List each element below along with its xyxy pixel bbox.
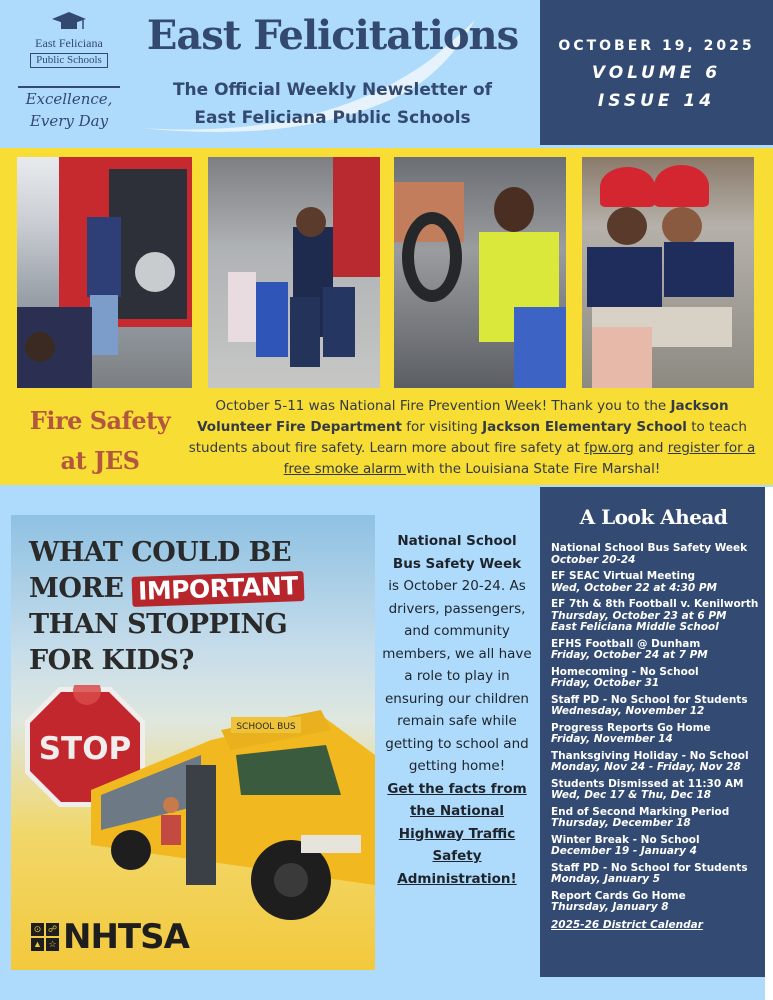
event-title: Progress Reports Go Home	[551, 721, 711, 734]
fire-text-part: for visiting	[401, 419, 483, 435]
event-date: Monday, Nov 24 - Friday, Nov 28	[551, 761, 741, 773]
event-title: Students Dismissed at 11:30 AM	[551, 777, 744, 790]
subtitle-line-2: East Feliciana Public Schools	[194, 108, 471, 128]
photo-firefighter-demo	[17, 157, 192, 388]
event-item	[551, 723, 765, 746]
poster-line-2-text: MORE	[29, 573, 124, 604]
event-title: End of Second Marking Period	[551, 805, 730, 818]
newsletter-subtitle	[140, 76, 525, 132]
fire-text-part: to teach students about fire safety. Learn more about fire safety at	[188, 419, 747, 456]
event-date: October 20-24	[551, 553, 636, 566]
event-title: Report Cards Go Home	[551, 889, 686, 902]
bus-safety-title: National School Bus Safety Week	[392, 533, 522, 572]
photo-firefighter-students	[208, 157, 380, 388]
nhtsa-logo	[31, 917, 189, 957]
fire-safety-heading	[20, 401, 180, 481]
event-date: Friday, October 24 at 7 PM	[551, 649, 708, 661]
event-date: Monday, January 5	[551, 873, 661, 885]
graduation-cap-icon	[52, 12, 86, 32]
event-item	[551, 667, 765, 690]
logo-text	[18, 36, 120, 88]
road-icon: ▲	[31, 938, 44, 951]
district-logo	[14, 12, 124, 137]
school-bus-illustration	[91, 695, 375, 935]
district-calendar-link[interactable]: 2025-26 District Calendar	[551, 918, 703, 931]
poster-line-3: THAN STOPPING	[29, 609, 288, 640]
event-item	[551, 779, 765, 802]
event-date: Wednesday, November 12	[551, 705, 705, 717]
event-title: Thanksgiving Holiday - No School	[551, 749, 749, 762]
fire-safety-text	[188, 396, 756, 480]
poster-line-1: WHAT COULD BE	[29, 537, 292, 568]
event-item	[551, 599, 765, 634]
logo-tagline	[14, 88, 124, 132]
event-item	[551, 543, 765, 566]
page-edge	[765, 487, 773, 1000]
nhtsa-icon-grid	[31, 923, 59, 951]
newsletter-title: East Felicitations	[146, 12, 519, 59]
subtitle-line-1: The Official Weekly Newsletter of	[172, 80, 493, 100]
event-item	[551, 835, 765, 858]
event-title: Staff PD - No School for Students	[551, 861, 748, 874]
issue-date: OCTOBER 19, 2025	[558, 38, 755, 54]
event-item	[551, 571, 765, 594]
school-name: Jackson Elementary School	[482, 419, 687, 435]
newsletter-header	[0, 0, 773, 145]
svg-text:SCHOOL BUS: SCHOOL BUS	[236, 722, 296, 732]
poster-line-4: FOR KIDS?	[29, 645, 194, 676]
event-item	[551, 807, 765, 830]
event-title: Homecoming - No School	[551, 665, 699, 678]
event-item	[551, 891, 765, 914]
bus-safety-text	[382, 530, 532, 890]
look-ahead-title: A Look Ahead	[579, 505, 728, 529]
event-date: Thursday, December 18	[551, 817, 691, 829]
event-item	[551, 639, 765, 662]
fire-text-part: and	[633, 440, 668, 456]
important-label: IMPORTANT	[132, 571, 305, 607]
event-date: Friday, November 14	[551, 733, 673, 745]
event-title: Staff PD - No School for Students	[551, 693, 748, 706]
event-date: Thursday, January 8	[551, 901, 669, 913]
fire-heading-line-1: Fire Safety	[29, 406, 171, 435]
fire-heading-line-2: at JES	[60, 446, 140, 475]
event-item	[551, 695, 765, 718]
issue-info-box	[540, 0, 773, 145]
fire-text-part: October 5-11 was National Fire Prevention Week! Thank you to the	[215, 398, 671, 414]
tagline-line-2: Every Day	[29, 112, 109, 130]
event-date: Wed, Dec 17 & Thu, Dec 18	[551, 789, 712, 801]
event-title: EF SEAC Virtual Meeting	[551, 570, 696, 582]
fire-text-part: with the Louisiana State Fire Marshal!	[406, 461, 661, 477]
fire-safety-section	[0, 148, 773, 485]
fire-department-name: Jackson Volunteer Fire Department	[197, 398, 729, 435]
photo-student-driver	[394, 157, 566, 388]
volume-number: VOLUME 6	[591, 63, 722, 83]
event-title: National School Bus Safety Week	[551, 542, 748, 554]
look-ahead-panel	[540, 487, 765, 977]
star-icon: ☆	[46, 938, 59, 951]
event-date: Wed, October 22 at 4:30 PM	[551, 581, 717, 594]
event-title: EFHS Football @ Dunham	[551, 637, 701, 650]
svg-text:STOP: STOP	[38, 731, 132, 767]
event-item	[551, 863, 765, 886]
event-date: Thursday, October 23 at 6 PM	[551, 609, 727, 622]
poster-line-2	[29, 571, 304, 607]
steering-wheel-icon: ⊙	[31, 923, 44, 936]
event-date: December 19 - January 4	[551, 845, 697, 857]
nhtsa-facts-link[interactable]: Get the facts from the National Highway Traffic Safety Administration!	[387, 780, 527, 887]
event-location: East Feliciana Middle School	[551, 621, 719, 633]
event-item	[551, 751, 765, 774]
photo-students-helmets	[582, 157, 754, 388]
pedestrian-icon: ☍	[47, 924, 58, 934]
poster-headline	[29, 535, 304, 679]
event-title: Winter Break - No School	[551, 833, 700, 846]
logo-line-1: East Feliciana	[35, 36, 103, 50]
issue-number: ISSUE 14	[597, 91, 716, 111]
event-date: Friday, October 31	[551, 677, 660, 689]
nhtsa-wordmark: NHTSA	[63, 917, 189, 957]
event-title: EF 7th & 8th Football v. Kenilworth	[551, 598, 759, 610]
smoke-alarm-link[interactable]: register for a free smoke alarm	[283, 440, 756, 477]
bus-safety-body: is October 20-24. As drivers, passengers, and community members, we all have a role to play in ensuring our children remain safe while getting to school and getting home!	[382, 578, 532, 774]
logo-line-2: Public Schools	[30, 53, 108, 68]
fpw-link[interactable]: fpw.org	[584, 440, 634, 456]
tagline-line-1: Excellence,	[25, 90, 113, 108]
bus-safety-poster	[11, 515, 375, 970]
